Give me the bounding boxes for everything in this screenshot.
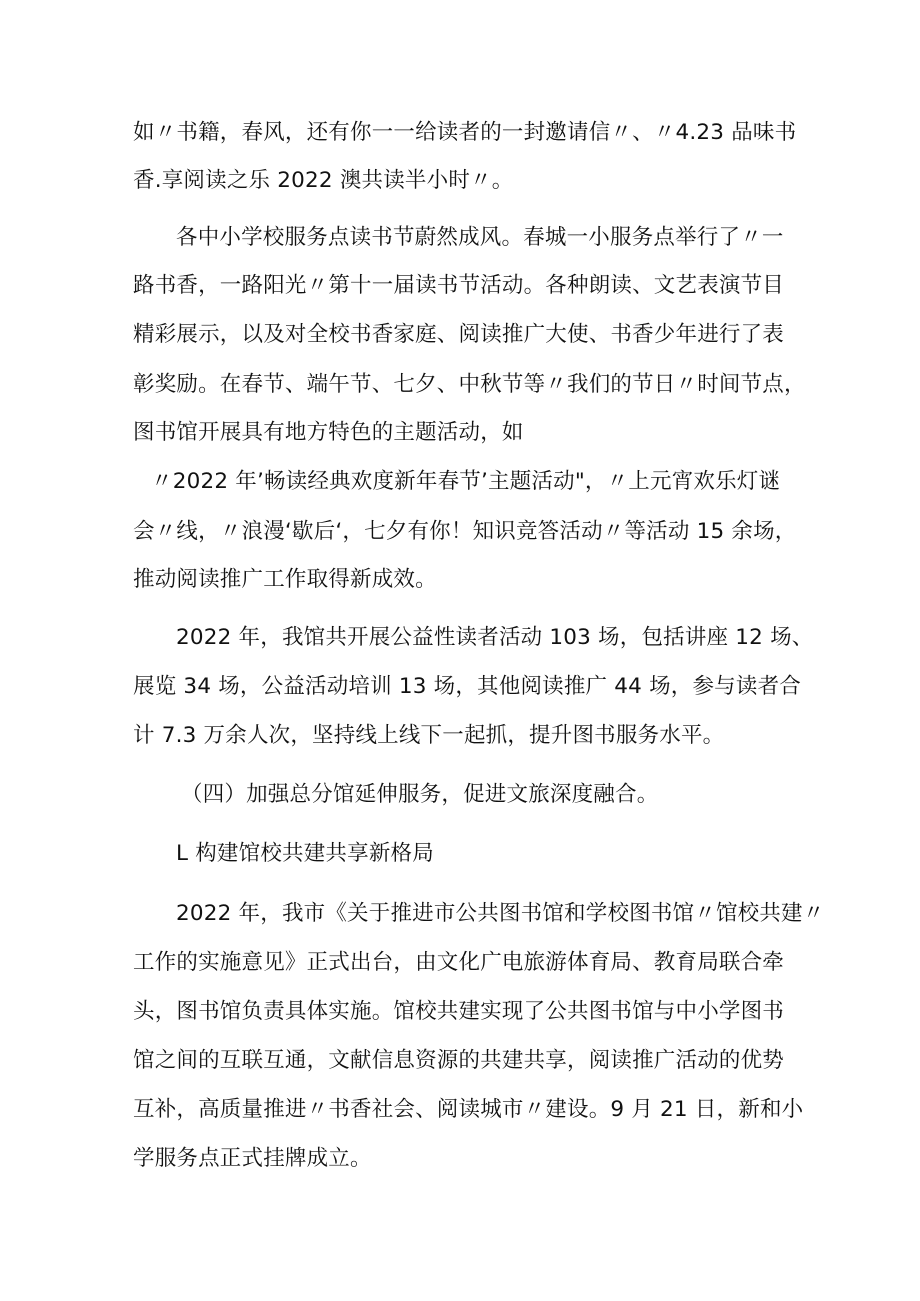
text-line: 计 7.3 万余人次，坚持线上线下一起抓，提升图书服务水平。	[133, 723, 725, 748]
text-line: 会〃线，〃浪漫‘歇后‘，七夕有你！知识竞答活动〃等活动 15 余场，	[133, 519, 797, 544]
text-line: 精彩展示，以及对全校书香家庭、阅读推广大使、书香少年进行了表	[133, 322, 785, 347]
text-line: 工作的实施意见》正式出台，由文化广电旅游体育局、教育局联合牵	[133, 950, 785, 975]
section-heading: （四）加强总分馆延伸服务，促进文旅深度融合。	[181, 782, 659, 807]
text-line: 图书馆开展具有地方特色的主题活动，如	[133, 420, 524, 445]
paragraph-start-line: 各中小学校服务点读书节蔚然成风。春城一小服务点举行了〃一	[176, 225, 784, 250]
text-line: 馆之间的互联互通，文献信息资源的共建共享，阅读推广活动的优势	[133, 1048, 785, 1073]
paragraph-start-line: 2022 年，我馆共开展公益性读者活动 103 场，包括讲座 12 场、	[176, 625, 814, 650]
subsection-heading: L 构建馆校共建共享新格局	[176, 841, 434, 866]
text-line: 互补，高质量推进〃书香社会、阅读城市〃建设。9 月 21 日，新和小	[133, 1097, 804, 1122]
text-line: 彰奖励。在春节、端午节、七夕、中秋节等〃我们的节日〃时间节点，	[133, 372, 806, 397]
text-line: 香.享阅读之乐 2022 澳共读半小时〃。	[133, 168, 514, 193]
paragraph-start-line: 2022 年，我市《关于推进市公共图书馆和学校图书馆〃馆校共建〃	[176, 901, 825, 926]
text-line: 展览 34 场，公益活动培训 13 场，其他阅读推广 44 场，参与读者合	[133, 674, 801, 699]
text-line: 推动阅读推广工作取得新成效。	[133, 567, 437, 592]
text-line: 如〃书籍，春风，还有你一一给读者的一封邀请信〃、〃4.23 品味书	[133, 120, 797, 145]
text-line: 头，图书馆负责具体实施。馆校共建实现了公共图书馆与中小学图书	[133, 999, 785, 1024]
text-line: 学服务点正式挂牌成立。	[133, 1146, 372, 1171]
text-line: 〃2022 年’畅读经典欢度新年春节’主题活动"，〃上元宵欢乐灯谜	[151, 469, 781, 494]
text-line: 路书香，一路阳光〃第十一届读书节活动。各种朗读、文艺表演节目	[133, 273, 785, 298]
